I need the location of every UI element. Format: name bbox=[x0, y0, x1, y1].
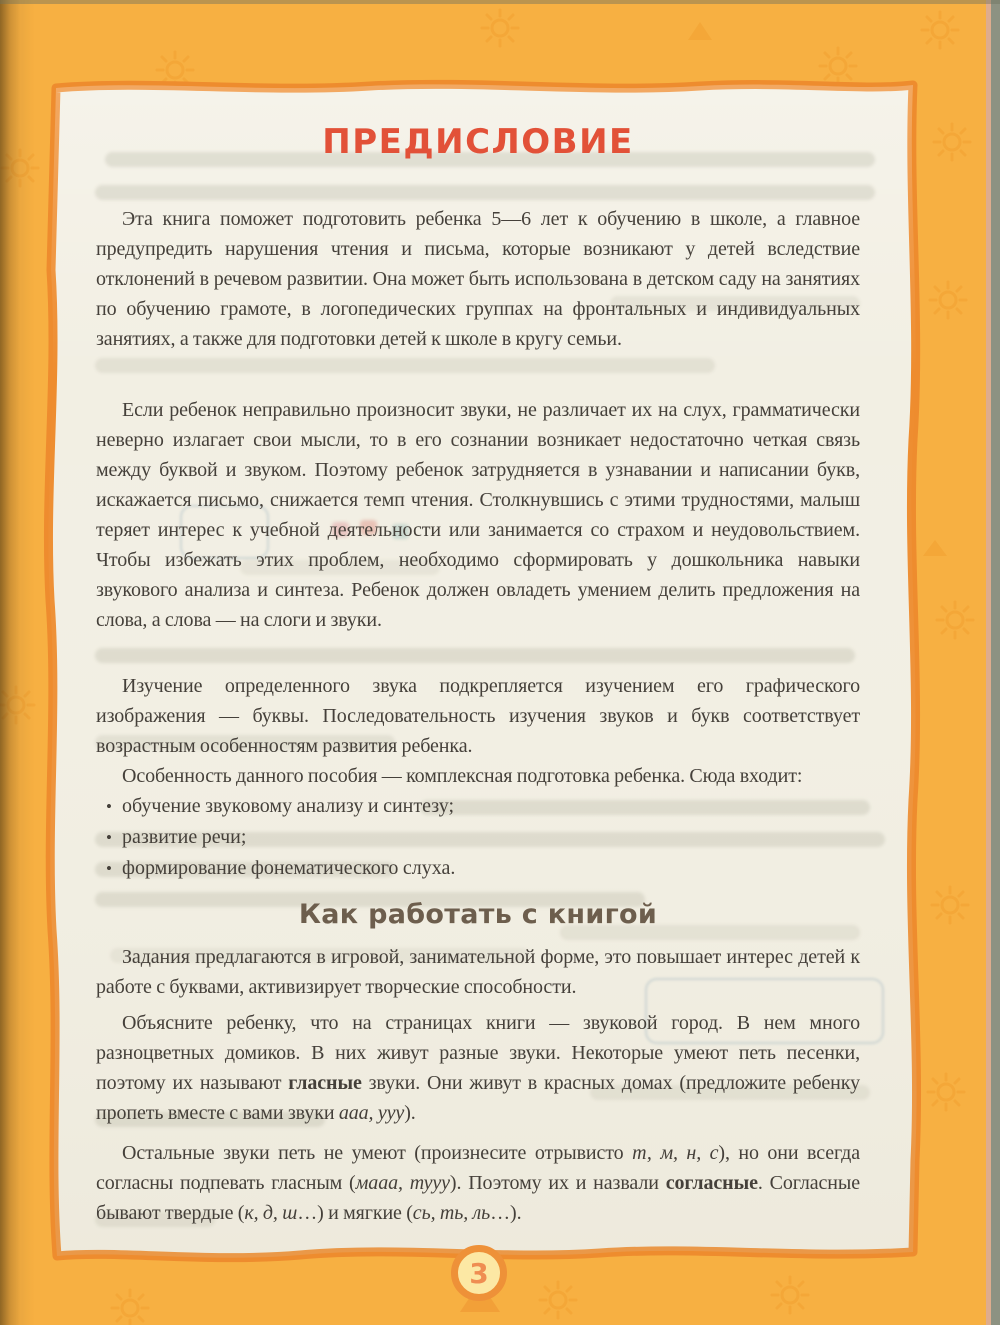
list-item bbox=[96, 791, 860, 822]
list-item bbox=[96, 822, 860, 853]
bullet-icon: • bbox=[106, 797, 112, 816]
page-number-badge bbox=[451, 1245, 507, 1301]
list-item-text: развитие речи; bbox=[122, 826, 247, 848]
intro-paragraph-4: Особенность данного пособия — комплексная подготовка ребенка. Сюда входит: bbox=[122, 765, 803, 787]
section-paragraph-1: Задания предлагаются в игровой, занимательной форме, это повышает интерес детей к работе с буквами, активизирует творческие способности. bbox=[96, 946, 860, 998]
page-title: ПРЕДИСЛОВИЕ bbox=[322, 122, 634, 162]
intro-paragraph-1: Эта книга поможет подготовить ребенка 5—6 лет к обучению в школе, а главное предупредить нарушения чтения и письма, которые возникают у детей вследствие отклонений в речевом развитии. Она может быть использована в детском саду на занятиях по обучению грамоте, в логопедических группах на фронтальных и индивидуальных занятиях, а также для подготовки детей к школе в кругу семьи. bbox=[96, 208, 860, 350]
list-item bbox=[96, 853, 860, 884]
section-heading: Как работать с книгой bbox=[298, 899, 658, 930]
bullet-icon: • bbox=[106, 859, 112, 878]
list-item-text: обучение звуковому анализу и синтезу; bbox=[122, 795, 454, 817]
bullet-icon: • bbox=[106, 828, 112, 847]
section-paragraph-2: Объясните ребенку, что на страницах книги — звуковой город. В нем много разноцветных домиков. В них живут разные звуки. Некоторые умеют петь песенки, поэтому их называют гласные звуки. Они живут в красных домах (предложите ребенку пропеть вместе с вами звуки ааа, ууу). bbox=[96, 1012, 860, 1124]
intro-paragraph-3: Изучение определенного звука подкрепляется изучением его графического изображения — буквы. Последовательность изучения звуков и букв соответствует возрастным особенностям развития ребенка. bbox=[96, 675, 860, 757]
features-block bbox=[96, 671, 860, 884]
page-number: 3 bbox=[469, 1256, 489, 1290]
list-item-text: формирование фонематического слуха. bbox=[122, 857, 456, 879]
intro-paragraph-2: Если ребенок неправильно произносит звуки, не различает их на слух, грамматически неверно излагает свои мысли, то в его сознании возникает недостаточно четкая связь между буквой и звуком. Поэтому ребенок затрудняется в узнавании и написании букв, искажается письмо, снижается темп чтения. Столкнувшись с этими трудностями, малыш теряет интерес к учебной деятельности или занимается со страхом и неудовольствием. Чтобы избежать этих проблем, необходимо сформировать у дошкольника навыки звукового анализа и синтеза. Ребенок должен овладеть умением делить предложения на слова, а слова — на слоги и звуки. bbox=[96, 399, 860, 631]
section-paragraph-3: Остальные звуки петь не умеют (произнесите отрывисто т, м, н, с), но они всегда согласны подпевать гласным (мааа, тууу). Поэтому их и назвали согласные. Согласные бывают твердые (к, д, ш…) и мягкие (сь, ть, ль…). bbox=[96, 1142, 860, 1224]
